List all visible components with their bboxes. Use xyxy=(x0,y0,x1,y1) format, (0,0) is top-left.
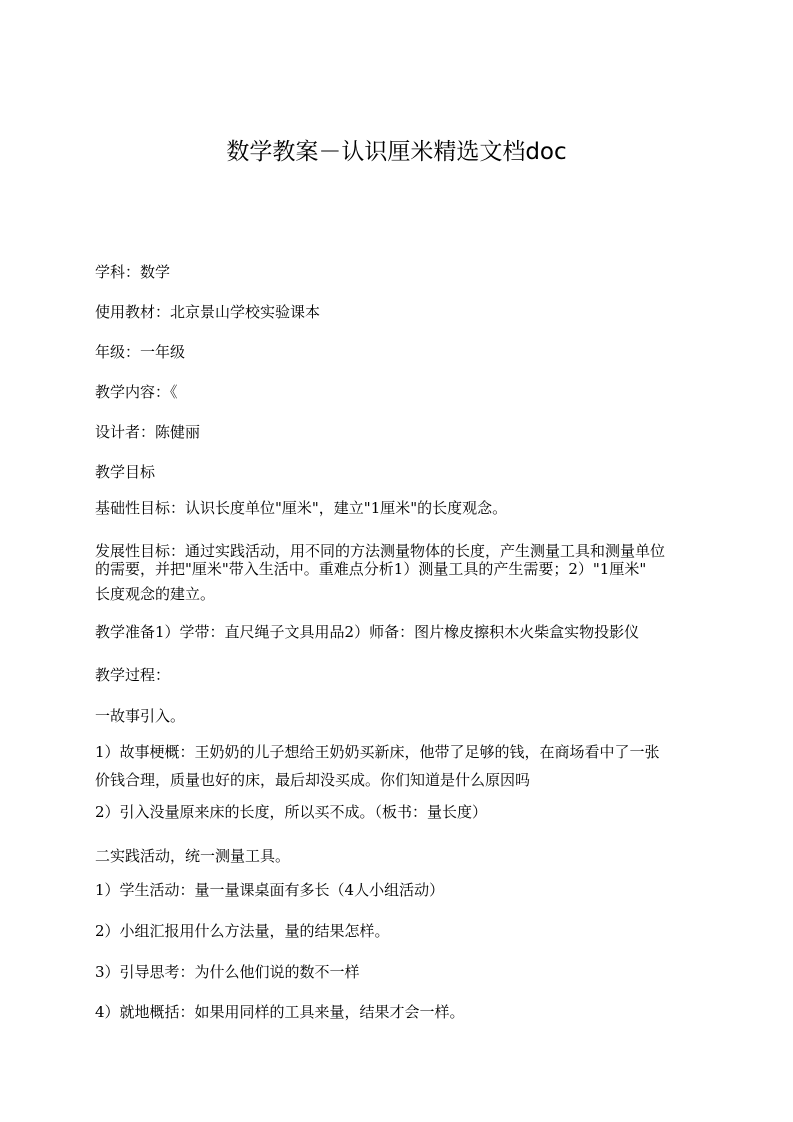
teaching-goals-heading: 教学目标 xyxy=(95,463,156,481)
designer-line: 设计者：陈健丽 xyxy=(95,423,201,441)
content-line: 教学内容：《 xyxy=(95,383,178,401)
preparation-line: 教学准备1）学带：直尺绳子文具用品2）师备：图片橡皮擦积木火柴盒实物投影仪 xyxy=(95,623,640,641)
step-line: 2）小组汇报用什么方法量，量的结果怎样。 xyxy=(95,922,390,940)
textbook-line: 使用教材：北京景山学校实验课本 xyxy=(95,303,321,321)
step-line: 4）就地概括：如果用同样的工具来量，结果才会一样。 xyxy=(95,1003,465,1021)
section-two-heading: 二实践活动，统一测量工具。 xyxy=(95,847,291,865)
step-line: 1）学生活动：量一量课桌面有多长（4人小组活动） xyxy=(95,881,445,899)
step-line: 3）引导思考：为什么他们说的数不一样 xyxy=(95,963,360,981)
paragraph-row: 发展性目标：通过实践活动，用不同的方法测量物体的长度，产生测量工具和测量单位 xyxy=(95,542,666,560)
story-paragraph xyxy=(95,742,707,790)
document-title: 数学教案－认识厘米精选文档doc xyxy=(226,139,567,165)
paragraph-row: 长度观念的建立。 xyxy=(95,585,216,603)
section-one-heading: 一故事引入。 xyxy=(95,707,186,725)
development-goal-paragraph xyxy=(95,542,707,604)
basic-goal-line: 基础性目标：认识长度单位"厘米"，建立"1厘米"的长度观念。 xyxy=(95,499,508,517)
paragraph-row: 的需要，并把"厘米"带入生活中。重难点分析1）测量工具的产生需要；2）"1厘米" xyxy=(95,560,647,578)
teaching-process-heading: 教学过程： xyxy=(95,666,171,684)
paragraph-row: 价钱合理，质量也好的床，最后却没买成。你们知道是什么原因吗 xyxy=(95,771,531,789)
step-line: 2）引入没量原来床的长度，所以买不成。（板书：量长度） xyxy=(95,803,488,821)
grade-line: 年级：一年级 xyxy=(95,343,186,361)
subject-line: 学科：数学 xyxy=(95,263,171,281)
paragraph-row: 1）故事梗概：王奶奶的儿子想给王奶奶买新床，他带了足够的钱，在商场看中了一张 xyxy=(95,743,660,761)
